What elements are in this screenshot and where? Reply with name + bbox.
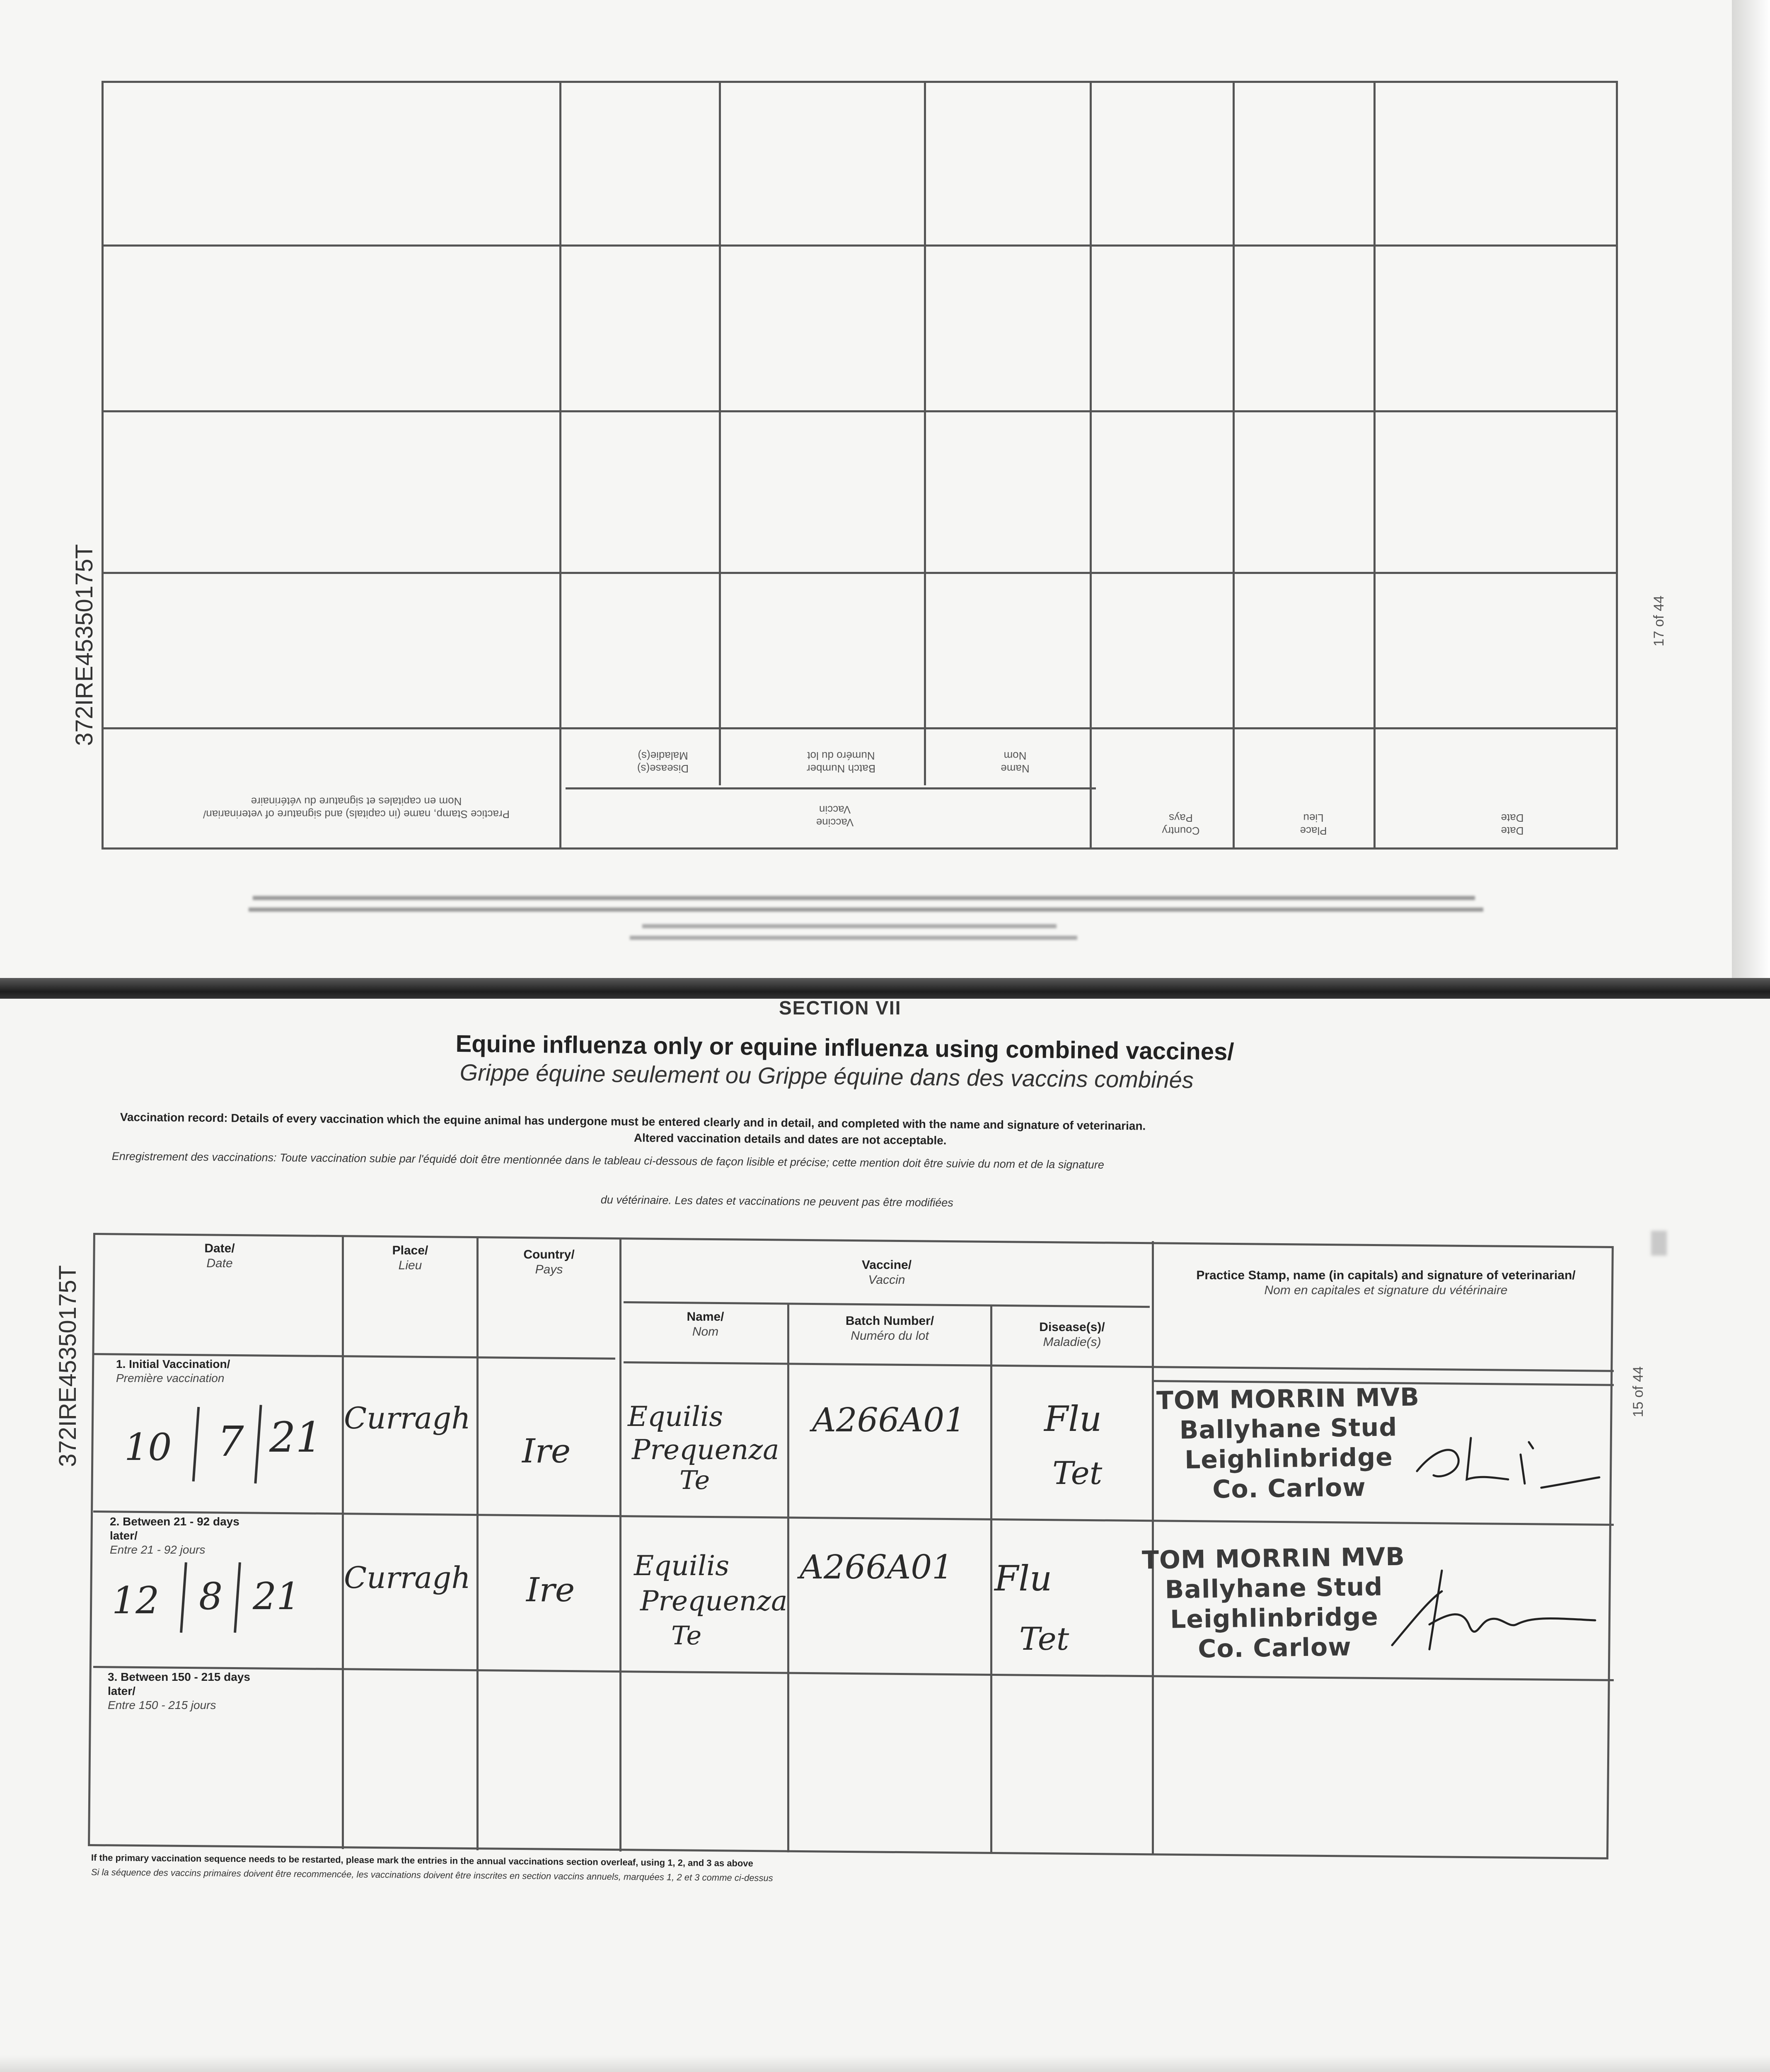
row1-disease-1: Flu — [1044, 1399, 1102, 1439]
row1-place: Curragh — [344, 1401, 471, 1435]
country-column-header: Country/ Pays — [523, 1248, 575, 1276]
row2-batch-number: A266A01 — [800, 1548, 953, 1586]
upper-stamp-header: Practice Stamp, name (in capitals) and signature of veterinarian/ — [203, 808, 510, 821]
row2-date-month: 8 — [199, 1575, 223, 1618]
batch-number-column-header: Batch Number/ Numéro du lot — [845, 1314, 934, 1343]
place-column-header: Place/ Lieu — [392, 1244, 428, 1272]
row2-date-day: 12 — [112, 1579, 160, 1622]
page-edge-shadow — [1732, 0, 1770, 990]
upper-country-header: Country — [1162, 825, 1200, 837]
upper-horse-id-code: 372IRE45350175T — [71, 544, 98, 746]
row1-vet-signature — [1409, 1426, 1603, 1496]
row1-batch-number: A266A01 — [812, 1401, 966, 1439]
footnote-en: If the primary vaccination sequence needs to be restarted, please mark the entries in the annual vaccinations section overleaf, using 1, 2, and 3 as above — [91, 1852, 753, 1869]
intro-text-en: Vaccination record: Details of every vaccination which the equine animal has undergone must be entered clearly and in detail, and completed with the name and signature of veterinarian. — [120, 1111, 1146, 1133]
row1-country: Ire — [522, 1432, 571, 1470]
row2-vaccine-name-3: Te — [671, 1620, 702, 1651]
lower-page-number: 15 of 44 — [1630, 1366, 1646, 1417]
date-column-header: Date/ Date — [204, 1242, 235, 1270]
page-smudge-mark — [1651, 1231, 1667, 1256]
row2-vaccine-name-1: Equilis — [634, 1550, 730, 1582]
upper-batch-header: Batch Number — [806, 762, 876, 775]
row-label-second: 2. Between 21 - 92 days later/ Entre 21 - 92 jours — [110, 1515, 239, 1556]
upper-page — [0, 0, 1740, 990]
row2-country: Ire — [526, 1571, 575, 1609]
section-label: SECTION VII — [779, 997, 902, 1019]
section-title-fr: Grippe équine seulement ou Grippe équine dans des vaccins combinés — [459, 1059, 1194, 1093]
upper-disease-header: Disease(s) — [637, 762, 689, 775]
row1-date-day: 10 — [124, 1426, 172, 1469]
disease-column-header: Disease(s)/ Maladie(s) — [1039, 1320, 1105, 1349]
vaccine-column-header: Vaccine/ Vaccin — [861, 1258, 912, 1287]
section-title-en: Equine influenza only or equine influenza using combined vaccines/ — [455, 1030, 1234, 1065]
row2-vaccine-name-2: Prequenza — [640, 1585, 788, 1617]
upper-vaccine-header: Vaccine — [816, 816, 854, 829]
bottom-shadow — [0, 2055, 1770, 2072]
lower-horse-id-code: 372IRE45350175T — [54, 1265, 81, 1467]
row2-practice-stamp: TOM MORRIN MVB Ballyhane Stud Leighlinbridge Co. Carlow — [1141, 1542, 1405, 1664]
row-label-initial: 1. Initial Vaccination/ Première vaccination — [116, 1358, 230, 1385]
upper-inverted-headers: Date Date Place Lieu Country Pays Vaccine Vaccin Name Nom Batch Number Numéro du lot Disease(s) Maladie(s) Practice Stamp, name (in capitals) and signature of veterinarian/ Nom en capitales et signature du vétérinaire — [99, 713, 1632, 854]
row1-date-year: 21 — [269, 1413, 322, 1462]
row2-vet-signature — [1380, 1562, 1603, 1662]
row2-place: Curragh — [344, 1560, 471, 1595]
row1-vaccine-name-3: Te — [679, 1465, 710, 1495]
upper-page-number: 17 of 44 — [1651, 595, 1667, 646]
upper-name-header: Name — [1001, 762, 1030, 775]
practice-stamp-column-header: Practice Stamp, name (in capitals) and signature of veterinarian/ Nom en capitales et signature du vétérinaire — [1196, 1268, 1576, 1297]
row1-vaccine-name-2: Prequenza — [632, 1434, 779, 1466]
row2-disease-2: Tet — [1019, 1620, 1069, 1657]
row1-disease-2: Tet — [1052, 1455, 1103, 1491]
row1-vaccine-name-1: Equilis — [628, 1401, 723, 1433]
row2-disease-1: Flu — [994, 1558, 1052, 1599]
vaccine-name-column-header: Name/ Nom — [687, 1310, 724, 1339]
upper-date-header: Date — [1501, 825, 1524, 837]
intro-text-en-note: Altered vaccination details and dates are not acceptable. — [634, 1131, 947, 1147]
row1-date-month: 7 — [218, 1417, 244, 1466]
row2-date-year: 21 — [253, 1575, 300, 1618]
upper-place-header: Place — [1300, 825, 1327, 837]
intro-text-fr: Enregistrement des vaccinations: Toute vaccination subie par l'équidé doit être mentionnée dans le tableau ci-dessous de façon lisible et précise; cette mention doit être suivie du nom et de la signature — [111, 1150, 1104, 1171]
upper-blurred-note — [249, 891, 1492, 974]
intro-text-fr-2: du vétérinaire. Les dates et vaccinations ne peuvent pas être modifiées — [600, 1193, 953, 1209]
footnote-fr: Si la séquence des vaccins primaires doivent être recommencée, les vaccinations doivent être inscrites en section vaccins annuels, marquées 1, 2 et 3 comme ci-dessus — [91, 1867, 773, 1883]
row1-practice-stamp: TOM MORRIN MVB Ballyhane Stud Leighlinbridge Co. Carlow — [1156, 1382, 1420, 1504]
row-label-third: 3. Between 150 - 215 days later/ Entre 150 - 215 jours — [108, 1670, 250, 1711]
